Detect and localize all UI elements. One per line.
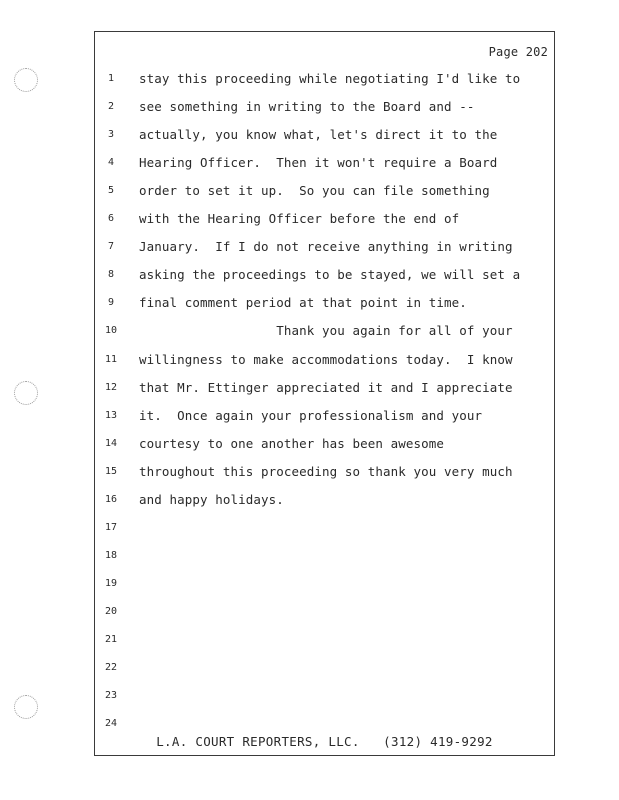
transcript-line <box>95 654 554 682</box>
line-number: 1 <box>107 73 115 84</box>
transcript-line <box>95 177 554 205</box>
line-text: with the Hearing Officer before the end of <box>139 211 460 227</box>
line-text: asking the proceedings to be stayed, we will set a <box>139 267 521 283</box>
line-number: 14 <box>104 437 118 449</box>
transcript-line <box>95 682 554 710</box>
transcript-line <box>95 121 554 149</box>
line-text: order to set it up. So you can file something <box>139 183 490 199</box>
transcript-line <box>95 430 554 458</box>
line-number: 9 <box>107 297 115 309</box>
transcript-line <box>95 93 554 121</box>
transcript-line <box>95 402 554 430</box>
transcript-line <box>95 486 554 514</box>
line-number: 6 <box>107 213 115 225</box>
line-number: 5 <box>107 185 115 197</box>
transcript-line <box>95 458 554 486</box>
transcript-line <box>95 374 554 402</box>
line-number: 17 <box>104 521 118 533</box>
transcript-line <box>95 149 554 177</box>
transcript-line <box>95 514 554 542</box>
line-number: 12 <box>104 381 118 393</box>
line-number: 24 <box>104 718 118 730</box>
line-number: 3 <box>107 129 115 141</box>
line-number: 11 <box>104 353 118 365</box>
transcript-page <box>94 31 555 756</box>
transcript-line <box>95 65 554 93</box>
line-number: 15 <box>104 465 118 477</box>
line-number: 21 <box>104 634 118 645</box>
line-number: 4 <box>107 157 115 169</box>
transcript-line <box>95 626 554 654</box>
line-number: 23 <box>104 690 118 702</box>
line-number: 16 <box>104 493 118 505</box>
line-text: see something in writing to the Board and -- <box>139 99 475 115</box>
line-number: 13 <box>104 409 118 421</box>
transcript-line <box>95 205 554 233</box>
transcript-line <box>95 233 554 261</box>
line-number: 2 <box>107 101 115 113</box>
line-number: 7 <box>107 241 115 253</box>
line-number: 20 <box>104 605 118 617</box>
line-number: 19 <box>104 577 118 589</box>
punch-hole-middle <box>14 381 38 405</box>
line-text: and happy holidays. <box>139 491 284 507</box>
line-text: it. Once again your professionalism and your <box>139 407 483 423</box>
line-text: stay this proceeding while negotiating I'd like to <box>139 71 521 86</box>
line-text: courtesy to one another has been awesome <box>139 435 445 451</box>
transcript-line <box>95 598 554 626</box>
line-text: January. If I do not receive anything in writing <box>139 239 513 255</box>
punch-hole-top <box>14 68 38 92</box>
line-number: 18 <box>104 549 118 561</box>
line-number: 10 <box>104 325 118 337</box>
line-text: that Mr. Ettinger appreciated it and I appreciate <box>139 379 513 395</box>
line-text: Hearing Officer. Then it won't require a Board <box>139 155 498 171</box>
reporter-footer: L.A. COURT REPORTERS, LLC. (312) 419-9292 <box>156 734 493 749</box>
transcript-line <box>95 346 554 374</box>
transcript-line <box>95 542 554 570</box>
punch-hole-bottom <box>14 695 38 719</box>
line-number: 22 <box>104 662 118 674</box>
transcript-line <box>95 261 554 289</box>
transcript-line <box>95 289 554 317</box>
line-text: actually, you know what, let's direct it to the <box>139 127 498 143</box>
line-number: 8 <box>107 269 115 281</box>
transcript-line <box>95 317 554 345</box>
line-text: willingness to make accommodations today. I know <box>139 351 513 367</box>
line-text: Thank you again for all of your <box>139 323 513 339</box>
line-text: final comment period at that point in time. <box>139 295 467 311</box>
transcript-line <box>95 570 554 598</box>
line-text: throughout this proceeding so thank you very much <box>139 463 513 479</box>
page-number: Page 202 <box>488 45 548 59</box>
